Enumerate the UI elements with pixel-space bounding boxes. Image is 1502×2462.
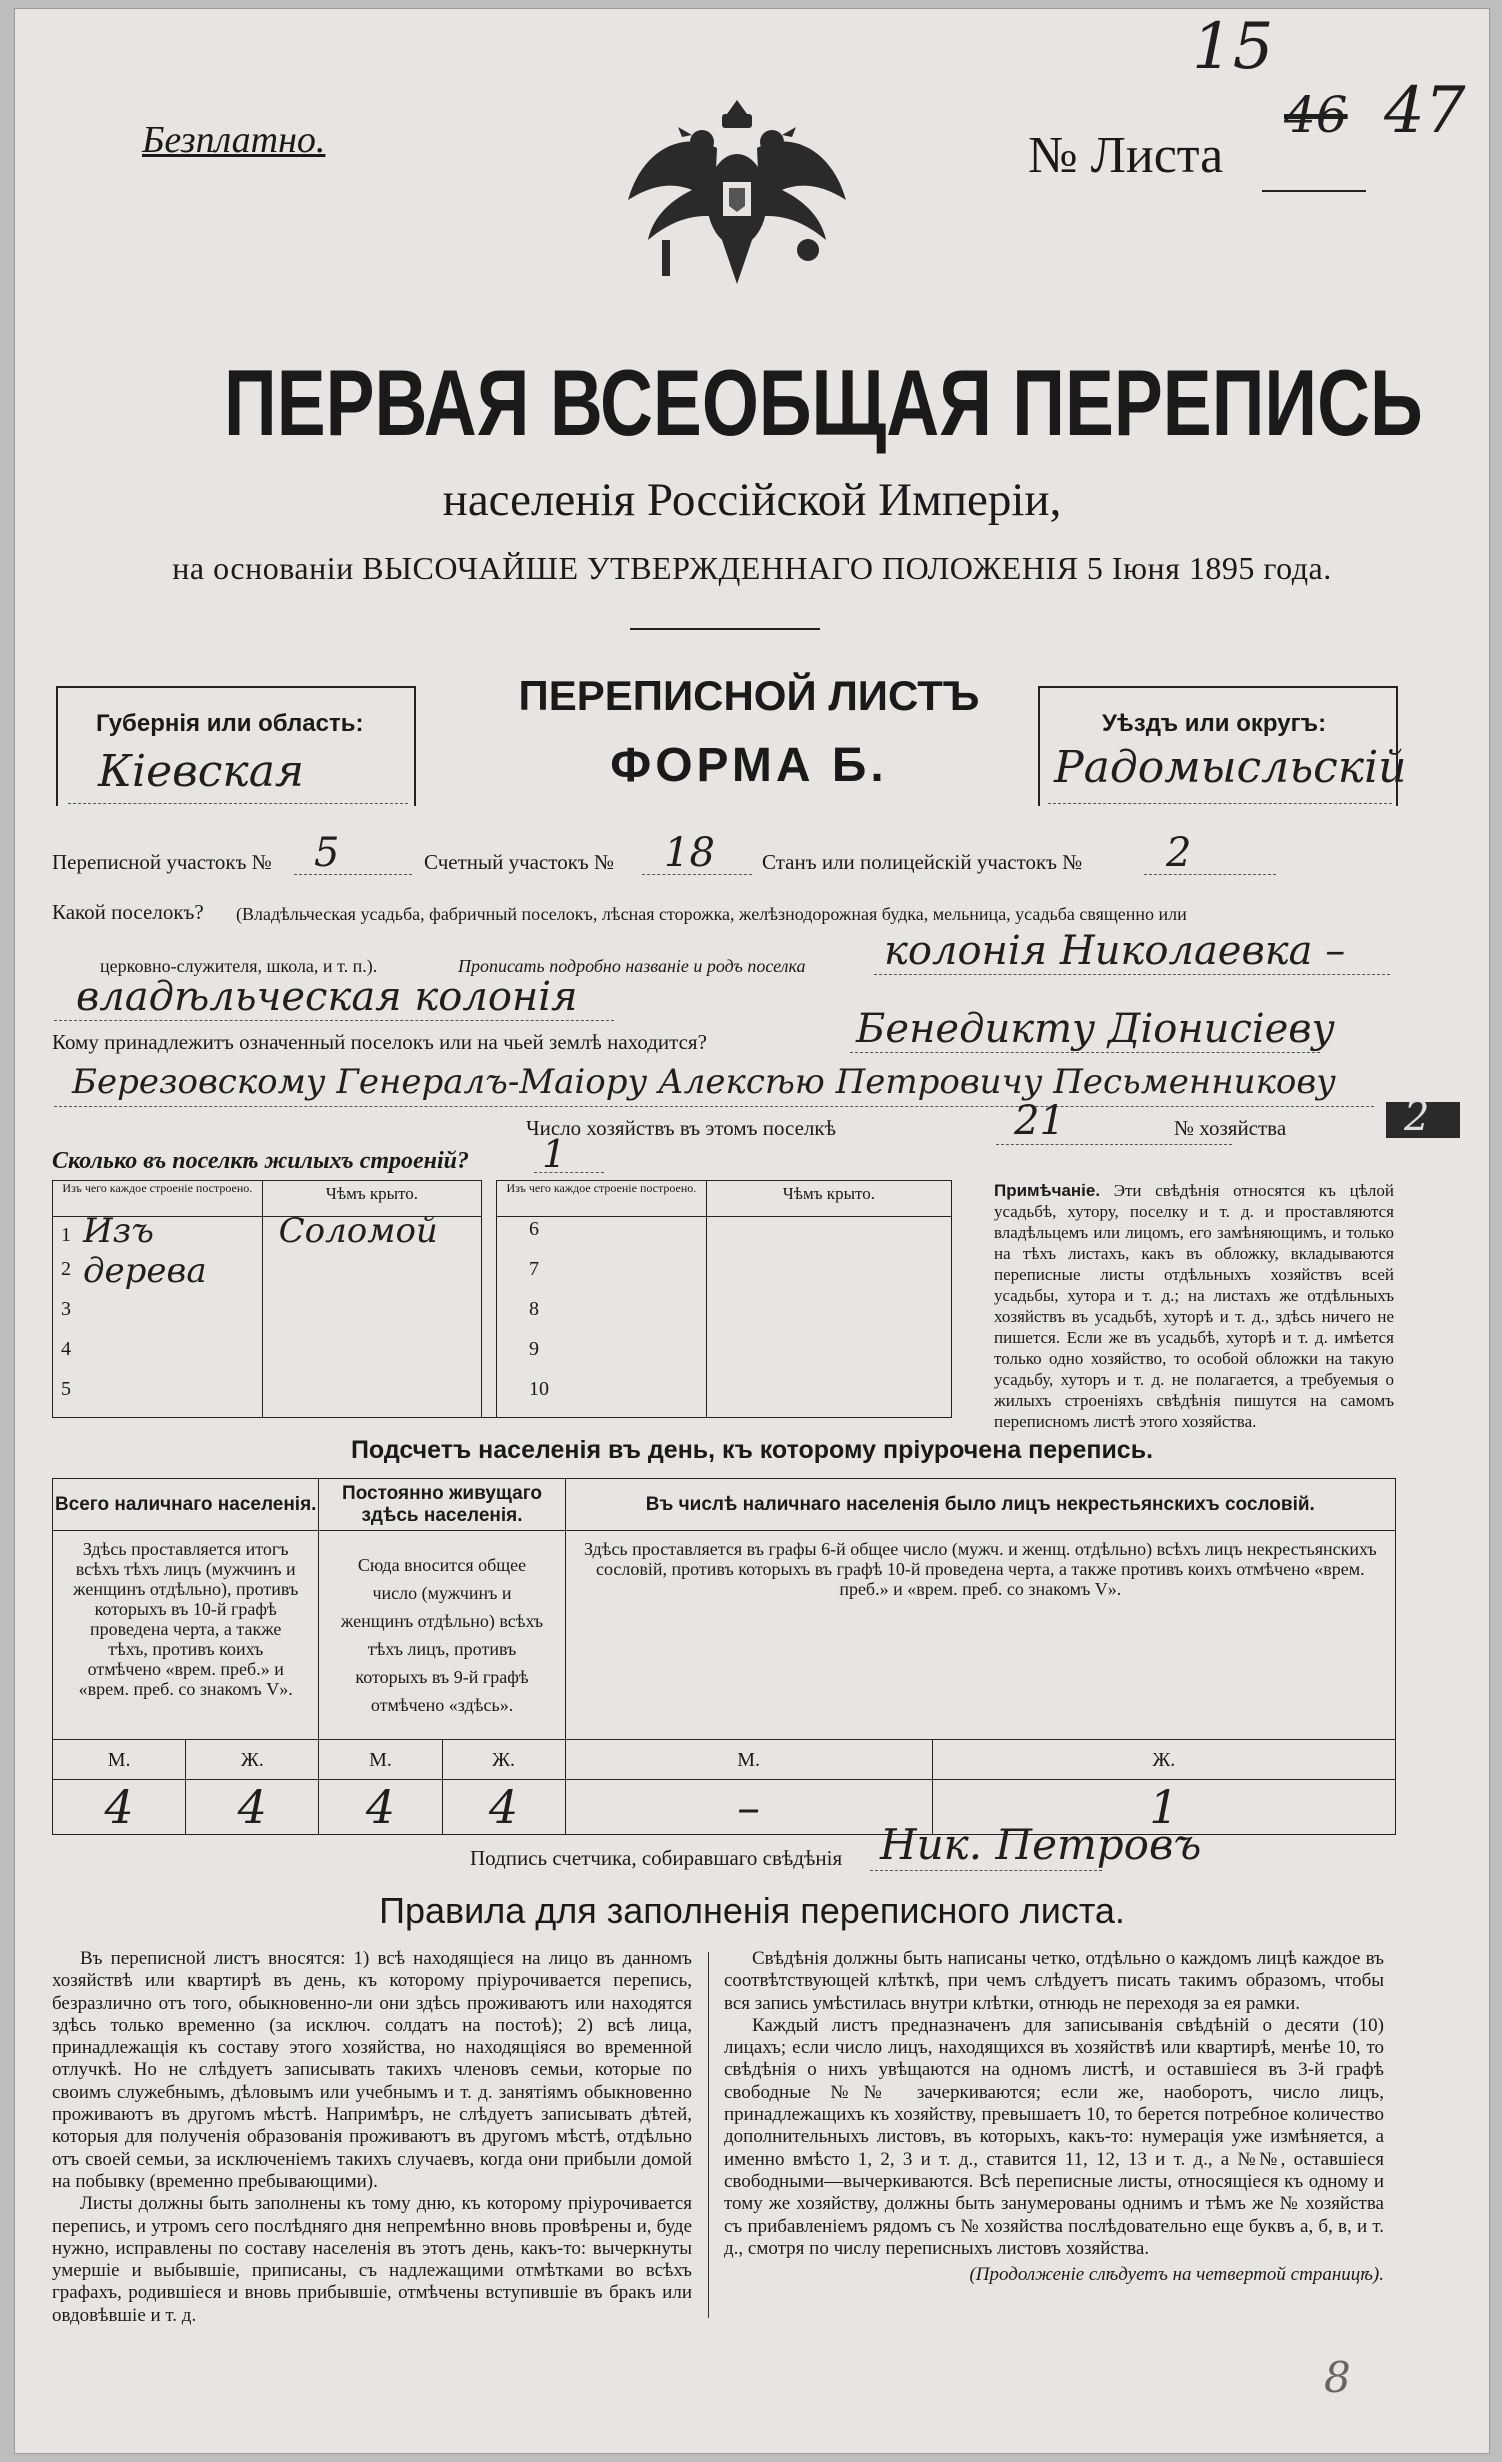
tally-f-3: Ж. xyxy=(932,1740,1395,1780)
census-form-page xyxy=(14,8,1490,2454)
col-roof-header: Чѣмъ крыто. xyxy=(262,1181,482,1217)
col-material-header: Изъ чего каждое строеніе построено. xyxy=(53,1181,263,1217)
sheet-number-line xyxy=(1262,190,1366,192)
owner-value-2: Березовскому Генералъ-Маіору Алексѣю Петровичу Песьменникову xyxy=(72,1062,1336,1102)
household-no-value: 2 xyxy=(1404,1094,1430,1140)
uezd-value: Радомысльскій xyxy=(1054,742,1407,793)
count-district-label: Счетный участокъ № xyxy=(424,850,615,874)
tally-desc-non-peasant: Здѣсь проставляется въ графы 6-й общее число (мужч. и женщ. отдѣльно) всѣхъ лицъ некрестьянскихъ сословій, противъ которыхъ въ графѣ 10-й проведена черта, а также противъ коихъ отмѣчено «врем. преб.» и «врем. преб. со знакомъ V». xyxy=(565,1531,1395,1740)
building-row-1-roof: Соломой xyxy=(262,1217,482,1258)
signature-value: Ник. Петровъ xyxy=(880,1820,1202,1869)
free-label: Безплатно. xyxy=(142,119,326,161)
archive-sheet-number-new: 47 xyxy=(1384,74,1466,148)
tally-header-present: Всего наличнаго населенія. xyxy=(53,1479,319,1531)
signature-label: Подпись счетчика, собиравшаго свѣдѣнія xyxy=(470,1846,843,1870)
building-row-8: 8 xyxy=(497,1297,707,1337)
rules-left-column xyxy=(52,1948,692,2327)
tally-header-permanent: Постоянно живущаго здѣсь населенія. xyxy=(319,1479,565,1531)
tally-present-f: 4 xyxy=(186,1780,319,1835)
tally-m-1: М. xyxy=(53,1740,186,1780)
settlement-question: Какой поселокъ? xyxy=(52,900,204,924)
buildings-note xyxy=(994,1180,1394,1432)
tally-f-2: Ж. xyxy=(442,1740,565,1780)
buildings-table xyxy=(52,1180,952,1418)
buildings-question: Сколько въ поселкѣ жилыхъ строеній? xyxy=(52,1148,469,1174)
settlement-hint-italic: Прописать подробно названіе и родъ поселка xyxy=(458,956,806,976)
rules-right-para-1: Свѣдѣнія должны быть написаны четко, отдѣльно о каждомъ лицѣ каждое въ соотвѣтствующей клѣткѣ, при чемъ слѣдуетъ писать такимъ образомъ, чтобы вся запись умѣстилась внутри клѣтки, отнюдь не переходя за ея рамки. xyxy=(724,1948,1384,2014)
tally-desc-present: Здѣсь проставляется итогъ всѣхъ тѣхъ лицъ (мужчинъ и женщинъ отдѣльно), противъ которыхъ въ 10-й графѣ проведена черта, а также тѣхъ, противъ коихъ отмѣчено «врем. преб.» и «врем. преб. со знакомъ V». xyxy=(53,1531,319,1740)
building-row-5: 5 xyxy=(53,1377,263,1418)
tally-f-1: Ж. xyxy=(186,1740,319,1780)
stan-value: 2 xyxy=(1166,830,1192,876)
census-district-label: Переписной участокъ № xyxy=(52,850,272,874)
uezd-label: Уѣздъ или округъ: xyxy=(1102,710,1327,737)
tally-nonpeasant-m: – xyxy=(565,1780,932,1835)
building-row-9: 9 xyxy=(497,1337,707,1377)
owner-value-1: Бенедикту Діонисіеву xyxy=(856,1006,1335,1052)
buildings-note-title: Примѣчаніе. xyxy=(994,1181,1101,1200)
col-material-header-2: Изъ чего каждое строеніе построено. xyxy=(497,1181,707,1217)
settlement-value-2: владѣльческая колонія xyxy=(76,974,578,1020)
col-roof-header-2: Чѣмъ крыто. xyxy=(706,1181,951,1217)
rules-title: Правила для заполненія переписного листа. xyxy=(379,1890,1125,1931)
page-corner-number: 8 xyxy=(1324,2353,1351,2402)
archive-sheet-number: 15 xyxy=(1192,10,1274,84)
building-row-7: 7 xyxy=(497,1257,707,1297)
building-row-4: 4 xyxy=(53,1337,263,1377)
tally-present-m: 4 xyxy=(53,1780,186,1835)
count-district-value: 18 xyxy=(664,830,715,876)
stan-label: Станъ или полицейскій участокъ № xyxy=(762,850,1083,874)
tally-header-non-peasant: Въ числѣ наличнаго населенія было лицъ некрестьянскихъ сословій. xyxy=(565,1479,1395,1531)
rules-left-para-2: Листы должны быть заполнены къ тому дню, къ которому пріурочивается перепись, и утромъ сего послѣдняго дня непремѣнно вновь провѣрены и, буде нужно, исправлены по составу населенія въ этотъ день, какъ-то: вычеркнуты умершіе и выбывшіе, приписаны, съ надлежащими отмѣтками во всѣхъ графахъ, родившіеся и вновь прибывшіе, отмѣчены вступившіе въ бракъ или овдовѣвшіе и т. д. xyxy=(52,2193,692,2326)
owner-question: Кому принадлежитъ означенный поселокъ или на чьей землѣ находится? xyxy=(52,1030,707,1054)
rules-left-para-1: Въ переписной листъ вносятся: 1) всѣ находящіеся на лицо въ данномъ хозяйствѣ или квартирѣ въ день, къ которому пріурочивается перепись, безразлично отъ того, обыкновенно-ли они здѣсь проживаютъ или находятся здѣсь только временно (за исключ. солдатъ на постоѣ); 2) всѣ лица, принадлежащія къ составу этого хозяйства, но находящіяся во временной отлучкѣ. Но не слѣдуетъ записывать такихъ членовъ семьи, которые по своимъ служебнымъ, дѣловымъ или учебнымъ и т. д. занятіямъ обыкновенно проживаютъ въ другомъ мѣстѣ. Напримѣръ, не слѣдуетъ записывать дѣтей, которыя для полученія образованія проживаютъ въ другомъ мѣстѣ, отдѣльно отъ своей семьи, за исключеніемъ такихъ случаевъ, когда они прибыли домой на побывку (временно пребывающими). xyxy=(52,1948,692,2192)
sheet-number-label: № Листа xyxy=(1028,127,1224,184)
gubernia-label: Губернія или область: xyxy=(96,710,364,737)
building-row-6: 6 xyxy=(497,1217,707,1258)
building-row-1-material: 1 Изъ дерева xyxy=(53,1217,263,1258)
households-value: 21 xyxy=(1014,1098,1065,1144)
rules-continued: (Продолженіе слѣдуетъ на четвертой страницѣ). xyxy=(969,2264,1384,2286)
form-subtitle: ФОРМА Б. xyxy=(610,739,888,792)
buildings-note-text: Эти свѣдѣнія относятся къ цѣлой усадьбѣ, хутору, поселку и т. д. и проставляются владѣльцемъ или лицомъ, его замѣняющимъ, и только на тѣхъ листахъ, какъ въ обложку, вкладываются переписные листы отдѣльныхъ хозяйствъ всей усадьбы, хутора и т. д.; на листахъ же отдѣльныхъ хозяйствъ въ усадьбѣ, хуторѣ и т. д., здѣсь ничего не пишется. Если же въ усадьбѣ, хуторѣ и т. д. имѣется только одно хозяйство, то особой обложки на такую усадьбу, хуторъ и т. д. не полагается, а требуемыя о жилыхъ строеніяхъ свѣдѣнія пишутся на самомъ переписномъ листѣ этого хозяйства. xyxy=(994,1181,1395,1431)
tally-permanent-m: 4 xyxy=(319,1780,442,1835)
tally-m-3: М. xyxy=(565,1740,932,1780)
household-no-label: № хозяйства xyxy=(1174,1116,1287,1140)
imperial-eagle-emblem xyxy=(622,90,852,290)
buildings-value: 1 xyxy=(542,1132,567,1176)
form-title: ПЕРЕПИСНОЙ ЛИСТЪ xyxy=(518,672,980,719)
subtitle: населенія Россійской Имперіи, xyxy=(442,474,1062,526)
building-row-3: 3 xyxy=(53,1297,263,1337)
households-label: Число хозяйствъ въ этомъ поселкѣ xyxy=(526,1116,836,1140)
page-title: ПЕРВАЯ ВСЕОБЩАЯ ПЕРЕПИСЬ xyxy=(224,350,1423,455)
rules-right-para-2: Каждый листъ предназначенъ для записыванія свѣдѣній о десяти (10) лицахъ; если число лицъ, находящихся въ хозяйствѣ или квартирѣ, менѣе 10, то свѣдѣнія о нихъ увѣщаются на одномъ листѣ, и оставшіеся въ 3-й графѣ свободные №№ зачеркиваются; если же, наоборотъ, число лицъ, принадлежащихъ къ хозяйству, превышаетъ 10, то берется потребное количество дополнительныхъ листовъ, въ которыхъ, какъ-то: нумерація уже измѣняется, а именно вмѣсто 1, 2, 3 и т. д., ставится 11, 12, 13 и т. д., а №№, оставшіеся свободными—вычеркиваются. Всѣ переписные листы, относящіеся къ одному и тому же хозяйству, должны быть занумерованы однимъ и тѣмъ же № хозяйства съ прибавленіемъ рядомъ съ № хозяйства послѣдовательно еще буквъ а, б, в, и т. д., смотря по числу переписныхъ листовъ хозяйства. xyxy=(724,2014,1384,2259)
settlement-hint-2: церковно-служителя, школа, и т. п.). xyxy=(100,956,378,976)
settlement-hint: (Владѣльческая усадьба, фабричный поселокъ, лѣсная сторожка, желѣзнодорожная будка, мельница, усадьба священно или xyxy=(236,904,1187,924)
tally-title: Подсчетъ населенія въ день, къ которому пріурочена перепись. xyxy=(350,1436,1154,1464)
rules-column-divider xyxy=(708,1952,709,2318)
tally-table xyxy=(52,1478,1396,1835)
tally-permanent-f: 4 xyxy=(442,1780,565,1835)
tally-desc-permanent: Сюда вносится общее число (мужчинъ и женщинъ отдѣльно) всѣхъ тѣхъ лицъ, противъ которыхъ въ 9-й графѣ отмѣчено «здѣсь». xyxy=(319,1531,565,1740)
building-row-10: 10 xyxy=(497,1377,707,1418)
census-district-value: 5 xyxy=(314,830,340,876)
gubernia-value: Кіевская xyxy=(98,746,305,797)
settlement-value-1: колонія Николаевка – xyxy=(884,928,1346,974)
rules-right-column xyxy=(724,1948,1384,2286)
archive-sheet-number-struck: 46 xyxy=(1284,86,1348,144)
legal-basis: на основаніи ВЫСОЧАЙШЕ УТВЕРЖДЕННАГО ПОЛОЖЕНІЯ 5 Іюня 1895 года. xyxy=(172,550,1332,586)
building-row-2: 2 xyxy=(53,1257,263,1297)
tally-m-2: М. xyxy=(319,1740,442,1780)
tally-nonpeasant-f: 1 xyxy=(932,1780,1395,1835)
header-divider xyxy=(630,628,820,630)
